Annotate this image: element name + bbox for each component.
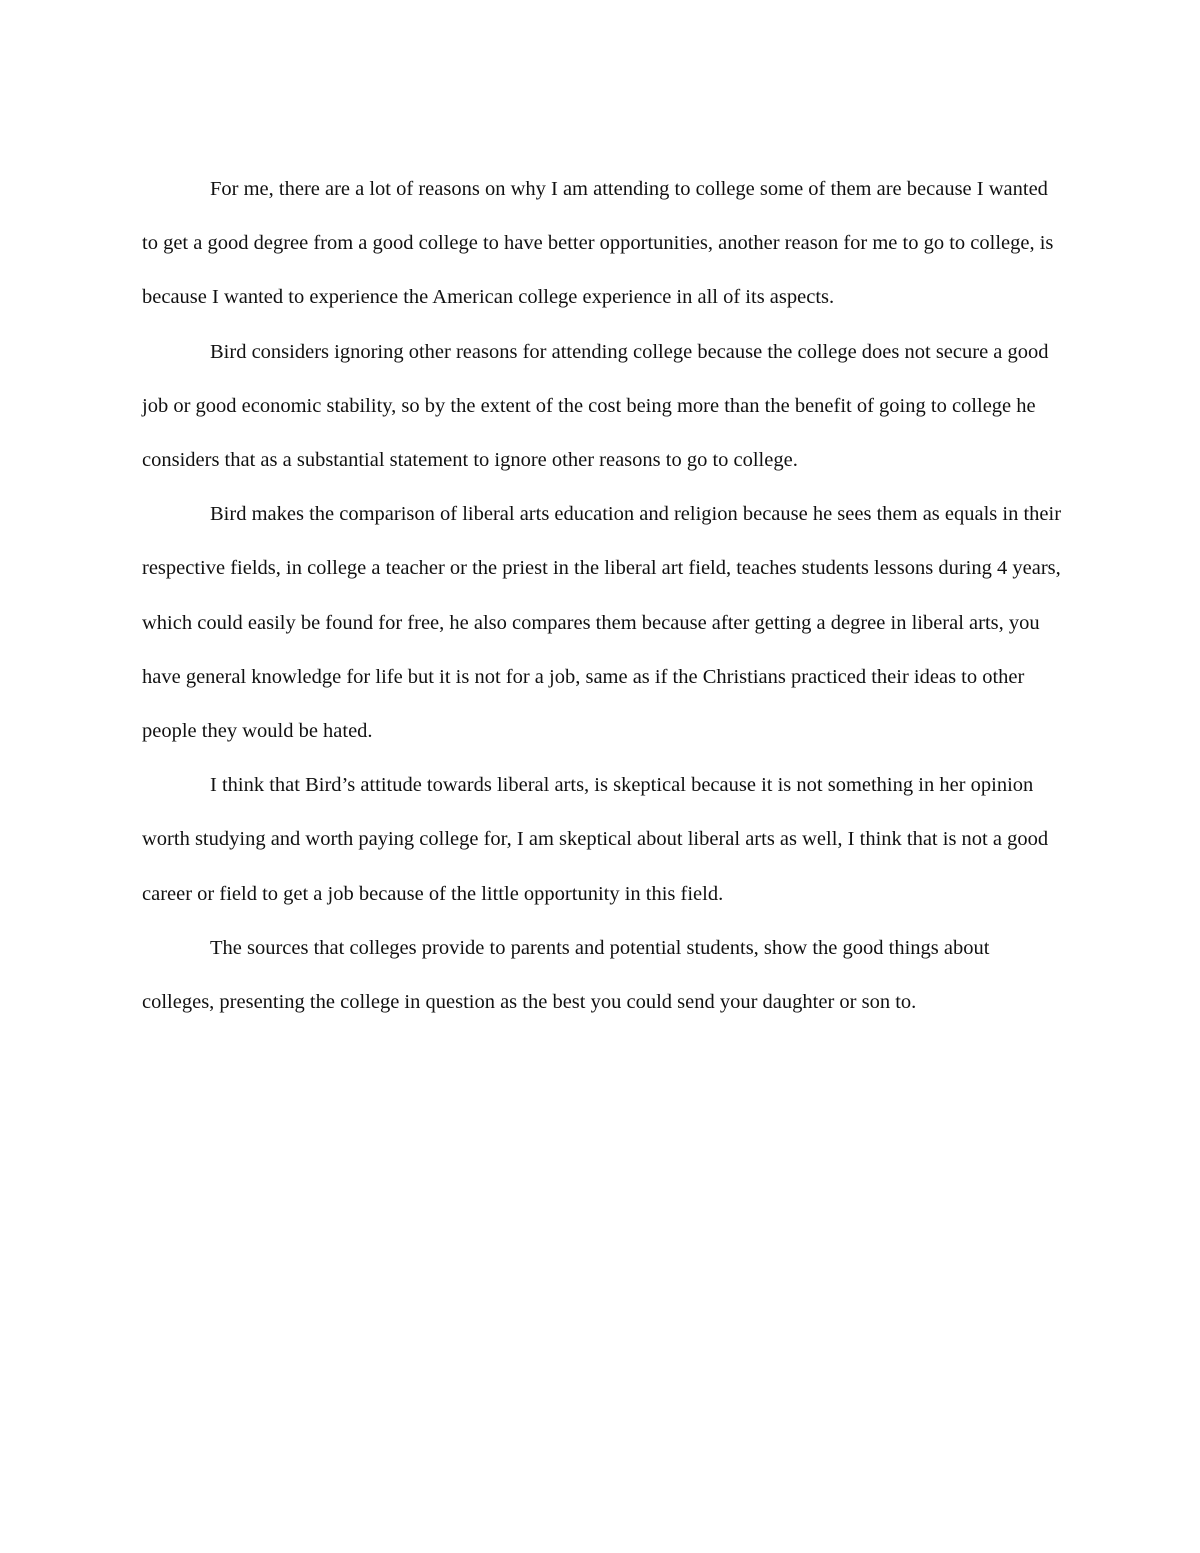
- paragraph-college-sources: The sources that colleges provide to parents and potential students, show the good things about colleges, presenting the college in question as the best you could send your daughter or son to.: [142, 936, 990, 1014]
- paragraph-liberal-arts-religion: Bird makes the comparison of liberal arts education and religion because he sees them as equals in their respective fields, in college a teacher or the priest in the liberal art field, teaches students lessons during 4 years, which could easily be found for free, he also compares them because after getting a degree in liberal arts, you have general knowledge for life but it is not for a job, same as if the Christians practiced their ideas to other people they would be hated.: [142, 503, 1062, 743]
- paragraph-bird-ignoring-reasons: Bird considers ignoring other reasons for attending college because the college does not secure a good job or good economic stability, so by the extent of the cost being more than the benefit of going to college he considers that as a substantial statement to ignore other reasons to go to college.: [142, 340, 1049, 472]
- document-body: [142, 162, 1062, 1029]
- paragraph-bird-attitude: I think that Bird’s attitude towards liberal arts, is skeptical because it is not something in her opinion worth studying and worth paying college for, I am skeptical about liberal arts as well, I think that is not a good career or field to get a job because of the little opportunity in this field.: [142, 774, 1049, 905]
- paragraph-reasons-for-college: For me, there are a lot of reasons on why I am attending to college some of them are because I wanted to get a good degree from a good college to have better opportunities, another reason for me to go to college, is because I wanted to experience the American college experience in all of its aspects.: [142, 178, 1054, 309]
